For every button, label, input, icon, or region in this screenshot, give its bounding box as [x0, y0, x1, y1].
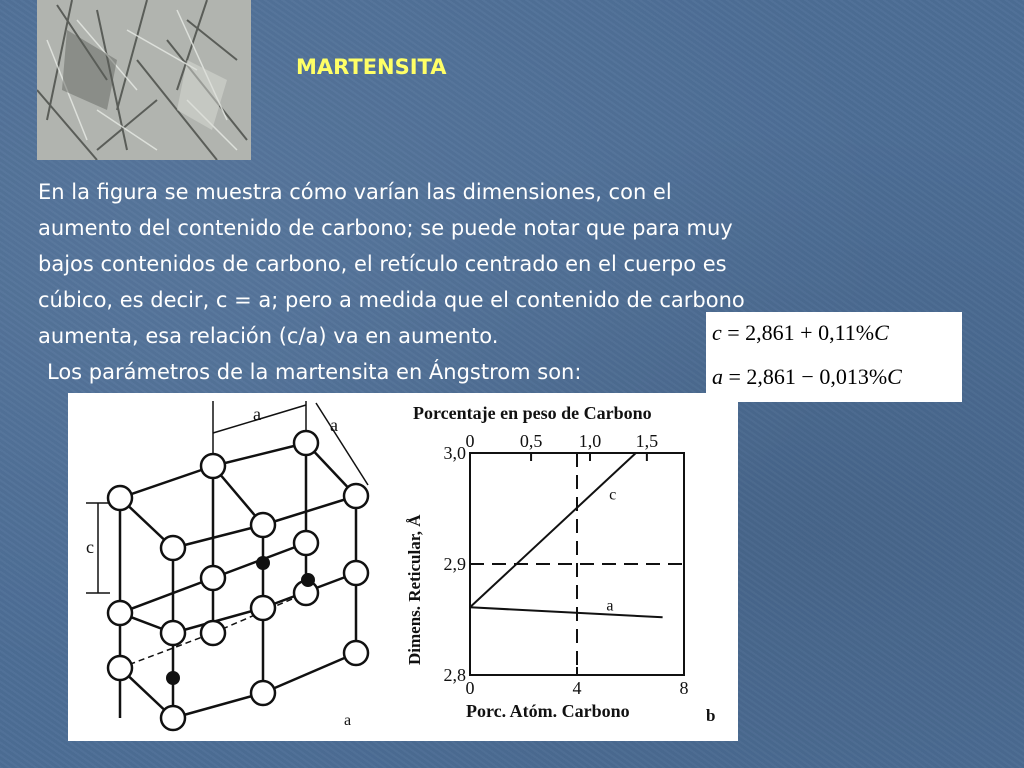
formula-c-rest: = 2,861 + 0,11%	[721, 320, 875, 345]
formula-box	[706, 312, 962, 402]
y-tick-label: 3,0	[443, 443, 466, 463]
lattice-label-c: c	[86, 537, 94, 557]
top-tick-label: 1,0	[578, 431, 602, 451]
chart-y-axis-label: Dimens. Reticular, Å	[405, 514, 424, 665]
chart-panel-label: b	[706, 706, 716, 725]
formula-c-unit: C	[874, 320, 889, 345]
formula-a-var: a	[712, 364, 723, 389]
x-tick-label: 8	[679, 678, 689, 698]
series-label-c: c	[609, 486, 617, 504]
formula-c	[712, 320, 889, 346]
lattice-label-a-top: a	[253, 404, 261, 424]
series-line-a	[470, 607, 663, 617]
lattice-caption: a	[344, 712, 352, 729]
series-label-a: a	[606, 597, 614, 615]
paragraph-line: aumenta, esa relación (c/a) va en aumento.	[38, 324, 499, 348]
top-tick-label: 0	[465, 431, 475, 451]
lattice-parameter-chart	[405, 403, 715, 725]
top-tick-label: 1,5	[635, 431, 659, 451]
formula-a	[712, 364, 902, 390]
parameters-intro: Los parámetros de la martensita en Ángstrom son:	[47, 360, 582, 384]
martensite-figure	[68, 393, 738, 741]
formula-a-unit: C	[887, 364, 902, 389]
paragraph-line: bajos contenidos de carbono, el retículo centrado en el cuerpo es	[38, 252, 727, 276]
lattice-label-a-side: a	[330, 415, 338, 435]
formula-c-var: c	[712, 320, 722, 345]
chart-x-axis-label: Porc. Atóm. Carbono	[466, 701, 630, 721]
paragraph-line: aumento del contenido de carbono; se puede notar que para muy	[38, 216, 733, 240]
paragraph-line: cúbico, es decir, c = a; pero a medida que el contenido de carbono	[38, 288, 745, 312]
x-tick-label: 0	[465, 678, 475, 698]
series-line-c	[470, 453, 636, 607]
top-tick-label: 0,5	[519, 431, 543, 451]
bct-lattice-diagram	[86, 401, 368, 730]
formula-a-rest: = 2,861 − 0,013%	[723, 364, 888, 389]
martensite-micrograph	[37, 0, 251, 160]
y-tick-label: 2,8	[443, 665, 466, 685]
chart-top-axis-title: Porcentaje en peso de Carbono	[413, 403, 652, 423]
slide-title: MARTENSITA	[296, 55, 447, 79]
y-tick-label: 2,9	[443, 554, 466, 574]
x-tick-label: 4	[572, 678, 582, 698]
paragraph-line: En la figura se muestra cómo varían las dimensiones, con el	[38, 180, 672, 204]
